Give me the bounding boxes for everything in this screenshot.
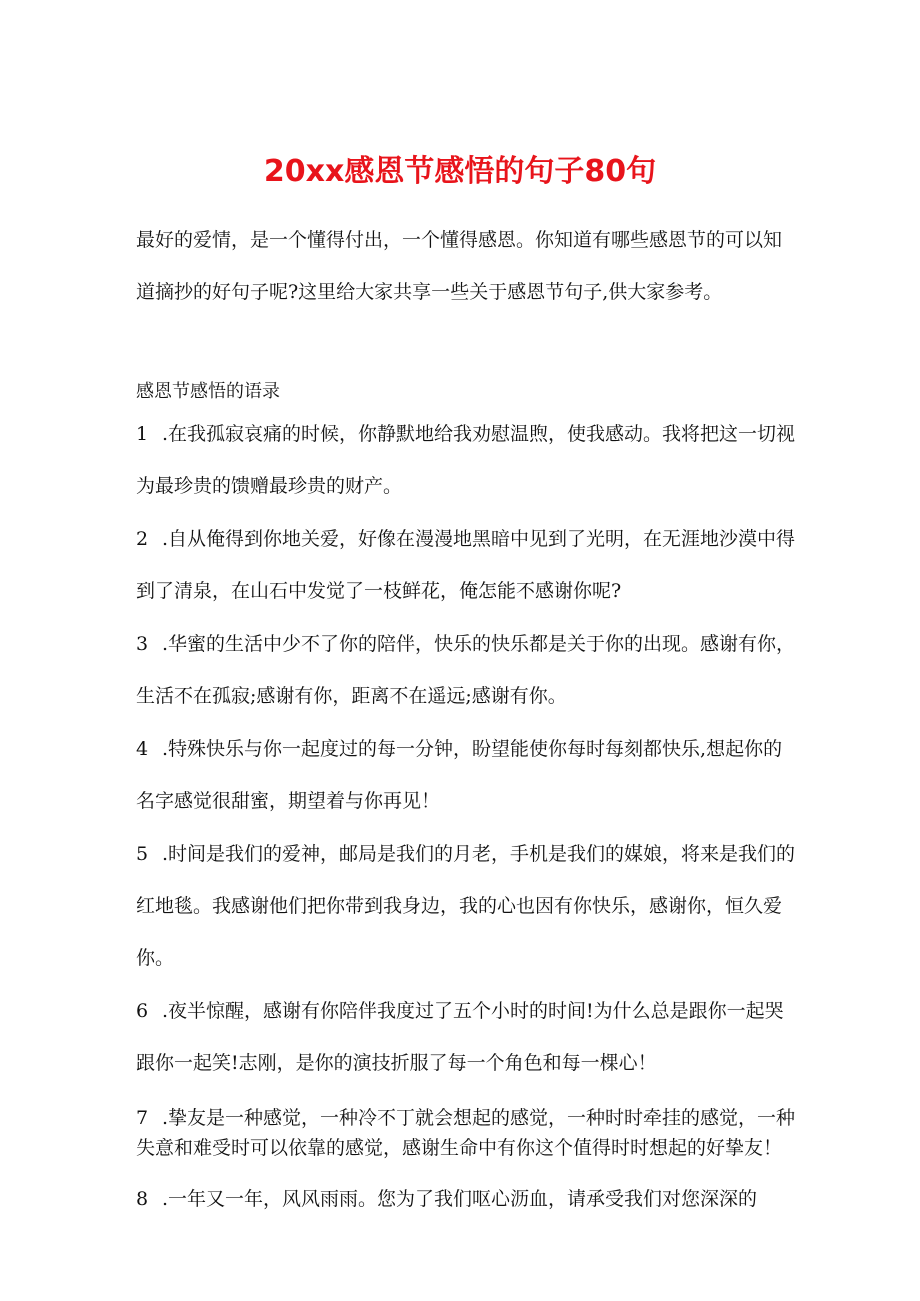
list-item xyxy=(136,1103,796,1163)
list-item xyxy=(136,985,796,1089)
list-item xyxy=(136,513,796,617)
item-text: .自从俺得到你地关爱，好像在漫漫地黑暗中见到了光明，在无涯地沙漠中得到了清泉，在山石中发觉了一枝鲜花，俺怎能不感谢你呢? xyxy=(136,528,796,602)
list-item xyxy=(136,618,796,722)
list-item xyxy=(136,723,796,827)
item-number: 3 xyxy=(136,633,149,655)
item-text: .在我孤寂哀痛的时候，你静默地给我劝慰温煦，使我感动。我将把这一切视为最珍贵的馈赠最珍贵的财产。 xyxy=(136,423,796,497)
intro-paragraph: 最好的爱情，是一个懂得付出，一个懂得感恩。你知道有哪些感恩节的可以知道摘抄的好句子呢?这里给大家共享一些关于感恩节句子,供大家参考。 xyxy=(136,229,783,303)
item-number: 5 xyxy=(136,843,149,865)
item-number: 2 xyxy=(136,528,149,550)
page-title: 20xx感恩节感悟的句子80句 xyxy=(263,154,657,189)
item-text: .夜半惊醒，感谢有你陪伴我度过了五个小时的时间!为什么总是跟你一起哭跟你一起笑!志刚，是你的演技折服了每一个角色和每一棵心！ xyxy=(136,1000,784,1074)
item-text: .一年又一年，风风雨雨。您为了我们呕心沥血，请承受我们对您深深的 xyxy=(162,1188,758,1210)
item-text: .时间是我们的爱神，邮局是我们的月老，手机是我们的媒娘，将来是我们的红地毯。我感谢他们把你带到我身边，我的心也因有你快乐，感谢你，恒久爱你。 xyxy=(136,843,796,969)
item-number: 7 xyxy=(136,1107,149,1129)
list-item xyxy=(136,408,796,512)
item-text: .特殊快乐与你一起度过的每一分钟，盼望能使你每时每刻都快乐,想起你的名字感觉很甜蜜，期望着与你再见！ xyxy=(136,738,783,812)
list-item xyxy=(136,828,796,984)
item-text: .华蜜的生活中少不了你的陪伴，快乐的快乐都是关于你的出现。感谢有你，生活不在孤寂;感谢有你，距离不在遥远;感谢有你。 xyxy=(136,633,796,707)
item-number: 1 xyxy=(136,423,149,445)
item-number: 4 xyxy=(136,738,149,760)
document-body xyxy=(136,214,796,1225)
item-number: 8 xyxy=(136,1188,149,1210)
item-text: .挚友是一种感觉，一种冷不丁就会想起的感觉，一种时时牵挂的感觉，一种失意和难受时可以依靠的感觉，感谢生命中有你这个值得时时想起的好挚友！ xyxy=(136,1107,796,1159)
list-item xyxy=(136,1173,796,1225)
item-number: 6 xyxy=(136,1000,149,1022)
section-heading: 感恩节感悟的语录 xyxy=(136,381,280,402)
